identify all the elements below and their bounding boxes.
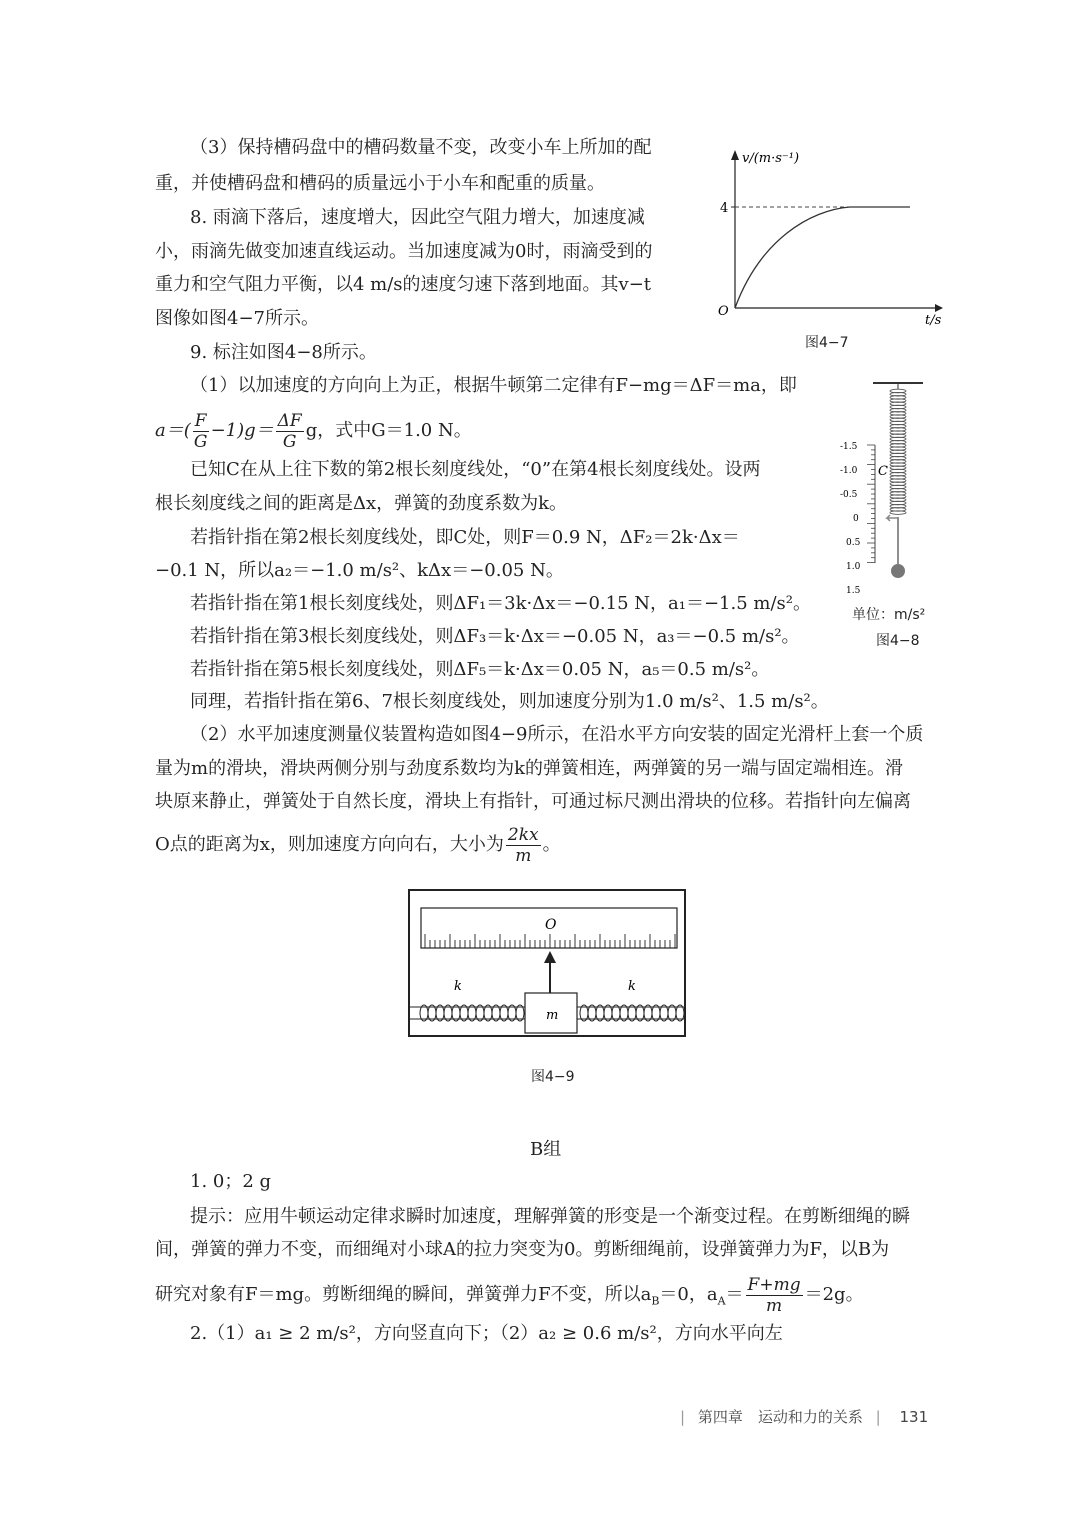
frac-num: F+mg <box>747 1274 801 1295</box>
b1-hint-line-1: 提示：应用牛顿运动定律求瞬时加速度，理解弹簧的形变是一个渐变过程。在剪断细绳的瞬 <box>190 1206 910 1227</box>
page-footer <box>680 1406 928 1427</box>
q8-line-4: 图像如图4−7所示。 <box>155 308 319 329</box>
b2-answer: 2.（1）a₁ ≥ 2 m/s²，方向竖直向下；（2）a₂ ≥ 0.6 m/s²，方向水平向左 <box>190 1323 783 1344</box>
fraction-fmg-over-m <box>746 1275 803 1316</box>
formula-part-b: −1)g＝ <box>210 420 274 441</box>
frac-num: 2kx <box>507 824 539 845</box>
spring-left-label: k <box>454 979 462 994</box>
b1-hint-line-2: 间，弹簧的弹力不变，而细绳对小球A的拉力突变为0。剪断细绳前，设弹簧弹力为F，以B为 <box>155 1239 890 1260</box>
scale-label: -0.5 <box>840 490 858 500</box>
spring-coils <box>890 389 906 514</box>
fraction-2kx-over-m <box>506 825 541 866</box>
q9-2-line-4 <box>155 822 561 868</box>
q9-title: 9. 标注如图4−8所示。 <box>190 342 377 363</box>
frac-den: m <box>766 1295 783 1316</box>
frac-den: G <box>282 431 297 452</box>
scale-label: -1.0 <box>840 466 858 476</box>
b1-hint-text-b: ＝0，a <box>659 1284 718 1305</box>
q9-2-line-4-end: 。 <box>542 834 561 855</box>
figure-4-9-caption: 图4−9 <box>531 1069 575 1085</box>
frac-den: G <box>193 431 208 452</box>
frac-num: ΔF <box>277 410 302 431</box>
q9-1-line-10: 同理，若指针指在第6、7根长刻度线处，则加速度分别为1.0 m/s²、1.5 m/s²。 <box>190 691 829 712</box>
zero-label: O <box>545 917 557 933</box>
figure-4-8-spring-scale <box>835 375 935 605</box>
x-axis-arrow <box>935 304 943 312</box>
q9-2-line-1: （2）水平加速度测量仪装置构造如图4−9所示，在沿水平方向安装的固定光滑杆上套一个质 <box>190 724 924 745</box>
spring-right-label: k <box>628 979 636 994</box>
scale-label: -1.5 <box>840 442 858 452</box>
scale-ticks <box>867 445 875 563</box>
origin-label: O <box>718 304 729 319</box>
y-axis-label: v/(m·s⁻¹) <box>742 151 800 166</box>
q9-1-line-1: （1）以加速度的方向向上为正，根据牛顿第二定律有F−mg＝ΔF＝ma，即 <box>190 375 797 396</box>
frac-num: F <box>194 410 207 431</box>
b1-hint-text-a: 研究对象有F＝mg。剪断细绳的瞬间，弹簧弹力F不变，所以a <box>155 1284 652 1305</box>
frac-den: m <box>515 845 532 866</box>
p3-line-1: （3）保持槽码盘中的槽码数量不变，改变小车上所加的配 <box>190 137 652 158</box>
ball <box>891 564 905 578</box>
velocity-curve <box>735 207 910 308</box>
ruler-ticks <box>425 934 675 948</box>
q8-line-2: 小，雨滴先做变加速直线运动。当加速度减为0时，雨滴受到的 <box>155 241 653 262</box>
scale-label: 1.0 <box>846 562 861 572</box>
sub-b: B <box>651 1294 660 1308</box>
sub-a: A <box>717 1294 726 1308</box>
v-tick-label: 4 <box>720 201 729 216</box>
q9-1-line-3: 已知C在从上往下数的第2根长刻度线处，“0”在第4根长刻度线处。设两 <box>190 459 761 480</box>
pointer-arrowhead <box>544 951 556 963</box>
figure-4-9-horizontal-meter <box>408 889 688 1039</box>
formula-part-c: g，式中G＝1.0 N。 <box>305 420 472 441</box>
q9-2-line-2: 量为m的滑块，滑块两侧分别与劲度系数均为k的弹簧相连，两弹簧的另一端与固定端相连。滑 <box>155 758 903 779</box>
scale-label: 0 <box>853 514 859 524</box>
q8-line-3: 重力和空气阻力平衡，以4 m/s的速度匀速下落到地面。其v−t <box>155 274 652 295</box>
b1-hint-line-3 <box>155 1272 864 1325</box>
q9-2-line-4-text: O点的距离为x，则加速度方向向右，大小为 <box>155 834 504 855</box>
figure-4-8-caption: 图4−8 <box>876 633 920 649</box>
mass-label: m <box>546 1008 559 1023</box>
scale-label: 1.5 <box>846 586 861 596</box>
group-b-heading: B组 <box>530 1139 562 1160</box>
q8-line-1: 8. 雨滴下落后，速度增大，因此空气阻力增大，加速度减 <box>190 207 645 228</box>
q9-1-formula <box>155 408 472 454</box>
fraction-df-over-g <box>276 411 304 452</box>
y-axis-arrow <box>731 150 739 160</box>
q9-1-line-5: 若指针指在第2根长刻度线处，即C处，则F＝0.9 N，ΔF₂＝2k·Δx＝ <box>190 527 740 548</box>
figure-4-8-unit: 单位：m/s² <box>852 607 926 623</box>
x-axis-label: t/s <box>925 313 942 328</box>
q9-1-line-9: 若指针指在第5根长刻度线处，则ΔF₅＝k·Δx＝0.05 N，a₅＝0.5 m/s²。 <box>190 659 770 680</box>
q9-1-line-8: 若指针指在第3根长刻度线处，则ΔF₃＝k·Δx＝−0.05 N，a₃＝−0.5 m/s²。 <box>190 626 800 647</box>
figure-4-7-vt-graph <box>700 140 950 340</box>
footer-divider-right: | <box>875 1408 881 1426</box>
formula-part-a: a＝( <box>155 420 191 441</box>
footer-page-number: 131 <box>899 1408 929 1426</box>
footer-chapter: 第四章 运动和力的关系 <box>697 1408 863 1426</box>
p3-line-2: 重，并使槽码盘和槽码的质量远小于小车和配重的质量。 <box>155 173 605 194</box>
scale-label: 0.5 <box>846 538 861 548</box>
pointer-label-c: C <box>878 464 888 479</box>
footer-divider-left: | <box>680 1408 686 1426</box>
pointer-arrow <box>887 515 898 521</box>
b1-hint-text-c: ＝ <box>725 1284 744 1305</box>
b1-hint-text-d: ＝2g。 <box>804 1284 864 1305</box>
q9-1-line-4: 根长刻度线之间的距离是Δx，弹簧的劲度系数为k。 <box>155 493 568 514</box>
q9-1-line-6: −0.1 N，所以a₂＝−1.0 m/s²、kΔx＝−0.05 N。 <box>155 560 564 581</box>
q9-1-line-7: 若指针指在第1根长刻度线处，则ΔF₁＝3k·Δx＝−0.15 N，a₁＝−1.5 m/s²。 <box>190 593 811 614</box>
q9-2-line-3: 块原来静止，弹簧处于自然长度，滑块上有指针，可通过标尺测出滑块的位移。若指针向左偏离 <box>155 791 911 812</box>
b1-answer: 1. 0；2 g <box>190 1171 272 1192</box>
fraction-f-over-g <box>193 411 209 452</box>
figure-4-7-caption: 图4−7 <box>805 335 849 351</box>
